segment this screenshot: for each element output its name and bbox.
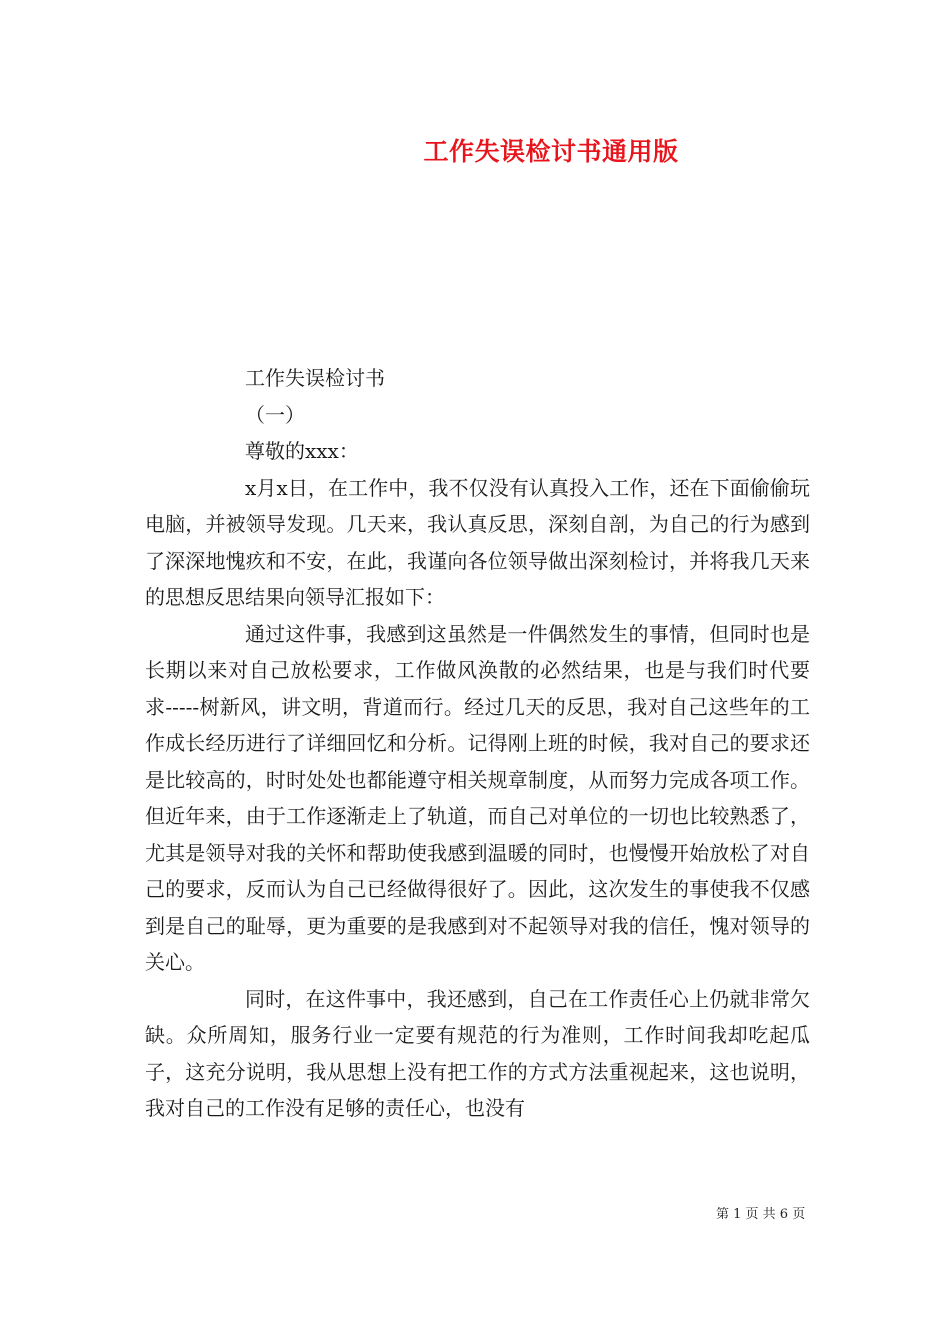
subheading: 工作失误检讨书 [245, 366, 385, 390]
document-body [145, 360, 810, 1127]
salutation: 尊敬的xxx： [245, 439, 359, 463]
document-title: 工作失误检讨书通用版 [423, 137, 679, 166]
paragraph-3: 同时，在这件事中，我还感到，自己在工作责任心上仍就非常欠缺。众所周知，服务行业一定要有规范的行为准则，工作时间我却吃起瓜子，这充分说明，我从思想上没有把工作的方式方法重视起来，这也说明，我对自己的工作没有足够的责任心，也没有 [145, 986, 810, 1120]
page-footer: 第 1 页 共 6 页 [716, 1207, 806, 1222]
section-number: （一） [245, 402, 305, 427]
paragraph-2: 通过这件事，我感到这虽然是一件偶然发生的事情，但同时也是长期以来对自己放松要求，工作做风涣散的必然结果，也是与我们时代要求-----树新风，讲文明，背道而行。经过几天的反思，我对自己这些年的工作成长经历进行了详细回忆和分析。记得刚上班的时候，我对自己的要求还是比较高的，时时处处也都能遵守相关规章制度，从而努力完成各项工作。但近年来，由于工作逐渐走上了轨道，而自己对单位的一切也比较熟悉了，尤其是领导对我的关怀和帮助使我感到温暖的同时，也慢慢开始放松了对自己的要求，反而认为自己已经做得很好了。因此，这次发生的事使我不仅感到是自己的耻辱，更为重要的是我感到对不起领导对我的信任，愧对领导的关心。 [145, 621, 810, 974]
paragraph-1: x月x日，在工作中，我不仅没有认真投入工作，还在下面偷偷玩电脑，并被领导发现。几天来，我认真反思，深刻自剖，为自己的行为感到了深深地愧疚和不安，在此，我谨向各位领导做出深刻检讨，并将我几天来的思想反思结果向领导汇报如下： [145, 475, 810, 609]
